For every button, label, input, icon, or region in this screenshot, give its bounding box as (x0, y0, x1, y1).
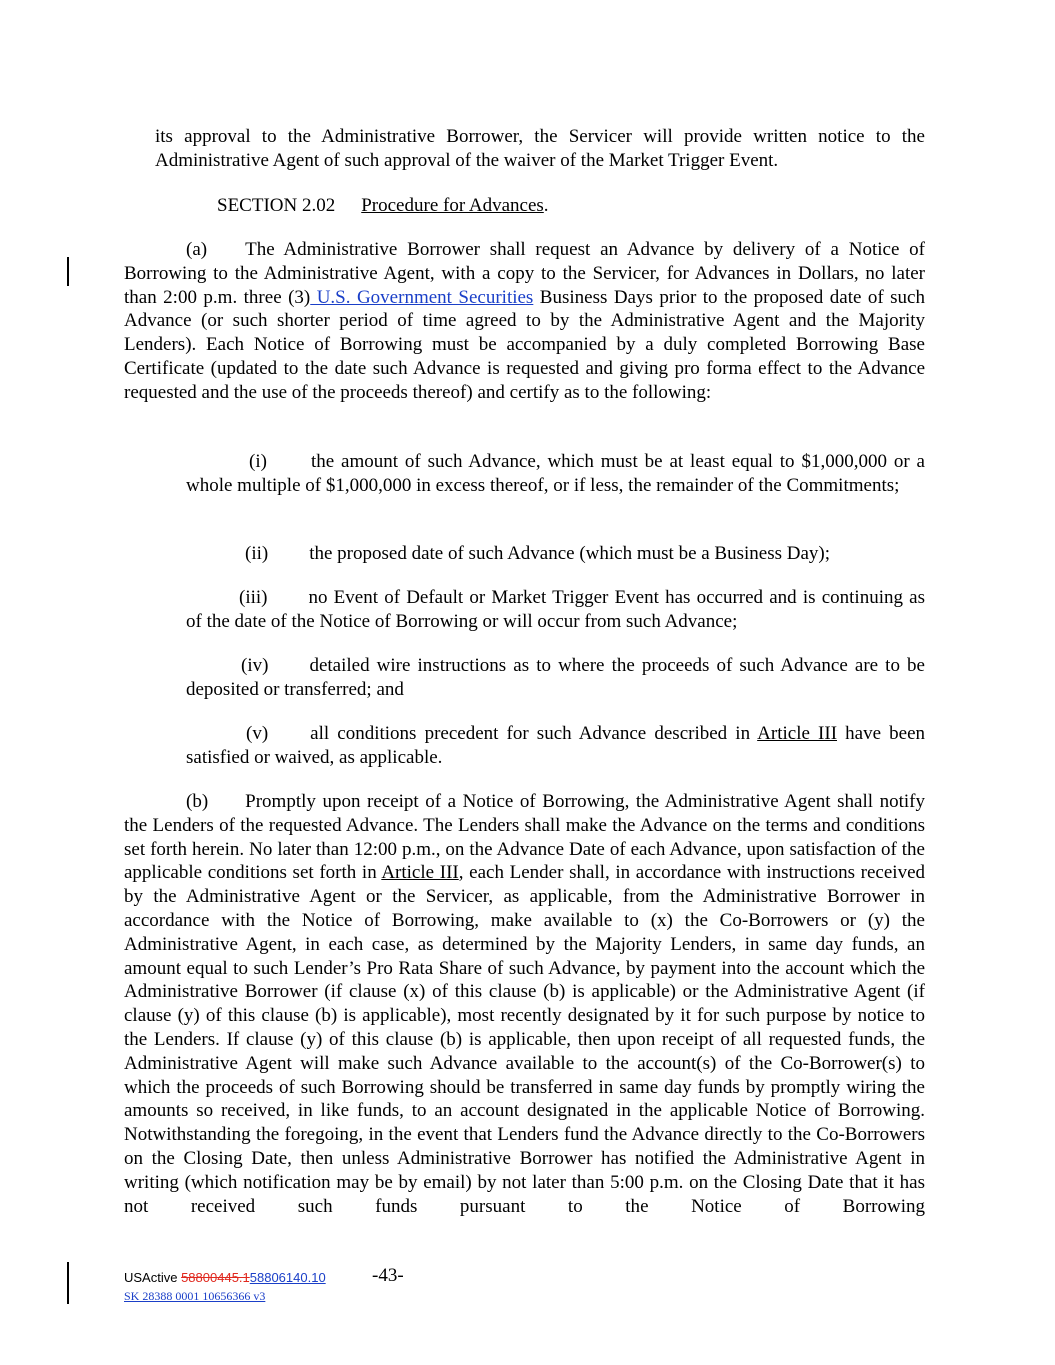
us-government-securities-link[interactable]: U.S. Government Securities (310, 286, 534, 308)
footer-deleted-id: 58800445.1 (181, 1270, 250, 1285)
article-iii-ref: Article III (757, 723, 838, 744)
paragraph-b-text-1: Promptly upon receipt of a Notice of Borrowing, the Administrative Agent shall notify the Lenders of the requested Advance. The Lenders shall make the Advance on the terms and conditions set forth herein. No later than 12:00 p.m., on the Advance Date of each Advance, upon satisfaction of the applicable conditions set forth in (124, 791, 925, 884)
item-iii (186, 586, 925, 634)
item-i (186, 450, 925, 498)
paragraph-b-label: (b) (186, 791, 209, 812)
paragraph-b-text-2: , each Lender shall, in accordance with instructions received by the Administrative Agent or the Servicer, as applicable, from the Administrative Borrower in accordance with the Notice of Borrowing, make available to (x) the Co-Borrowers or (y) the Administrative Agent, in each case, as determined by the Majority Lenders, in same day funds, an amount equal to such Lender’s Pro Rata Share of such Advance, by payment into the account which the Administrative Borrower (if clause (x) of this clause (b) is applicable) or the Administrative Agent (if clause (y) of this clause (b) is applicable), most recently designated by it for such purpose by notice to the Lenders. If clause (y) of this clause (b) is applicable, then upon receipt of all requested funds, the Administrative Agent will make such Advance available to the account(s) of the Co-Borrower(s) to which the proceeds of such Borrowing should be transferred in same day funds by promptly wiring the amounts so received, in like funds, to an account designated in the applicable Notice of Borrowing. Notwithstanding the foregoing, in the event that Lenders fund the Advance directly to the Co-Borrowers on the Closing Date, then unless Administrative Borrower has notified the Administrative Agent in writing (which notification may be by email) by not later than 5:00 p.m. on the Closing Date that it has not received such funds pursuant to the Notice of Borrowing (124, 862, 926, 1217)
paragraph-b (124, 790, 925, 1218)
footer-doc-prefix: USActive (124, 1270, 182, 1285)
item-i-label: (i) (249, 451, 267, 472)
item-ii (186, 542, 925, 566)
item-ii-label: (ii) (245, 543, 269, 564)
item-i-text: the amount of such Advance, which must be at least equal to $1,000,000 or a whole multiple of $1,000,000 in excess thereof, or if less, the remainder of the Commitments; (186, 451, 925, 496)
item-v (186, 722, 925, 770)
item-ii-text: the proposed date of such Advance (which must be a Business Day); (309, 543, 831, 564)
footer-sk-reference[interactable]: SK 28388 0001 10656366 v3 (124, 1289, 266, 1303)
section-heading (217, 194, 917, 218)
item-iii-label: (iii) (239, 587, 268, 608)
section-title: Procedure for Advances (361, 195, 544, 216)
item-iv (186, 654, 925, 702)
intro-paragraph (155, 125, 925, 173)
section-number: SECTION 2.02 (217, 195, 336, 216)
footer-inserted-id: 58806140.10 (249, 1270, 326, 1285)
page-number: -43- (372, 1265, 404, 1286)
item-v-text-1: all conditions precedent for such Advance described in (310, 723, 758, 744)
article-iii-ref-b: Article III (381, 862, 459, 884)
item-v-label: (v) (246, 723, 269, 744)
item-iii-text: no Event of Default or Market Trigger Event has occurred and is continuing as of the date of the Notice of Borrowing or will occur from such Advance; (186, 587, 925, 632)
paragraph-a-text-2: Business Days prior to the proposed date of such Advance (or such shorter period of time agreed to by the Administrative Agent and the Majority Lenders). Each Notice of Borrowing must be accompanied by a duly completed Borrowing Base Certificate (updated to the date such Advance is requested and giving pro forma effect to the Advance requested and the use of the proceeds thereof) and certify as to the following: (124, 286, 925, 403)
footer-doc-id (124, 1270, 326, 1285)
item-iv-label: (iv) (241, 655, 269, 676)
paragraph-a-label: (a) (186, 239, 208, 260)
section-period: . (543, 195, 549, 216)
footer-change-bar (67, 1262, 69, 1304)
intro-text: its approval to the Administrative Borrower, the Servicer will provide written notice to the Administrative Agent of such approval of the waiver of the Market Trigger Event. (155, 126, 925, 171)
change-bar (67, 257, 69, 286)
item-iv-text: detailed wire instructions as to where the proceeds of such Advance are to be deposited or transferred; and (186, 655, 925, 700)
paragraph-a (124, 238, 925, 405)
paragraph-a-text-1: The Administrative Borrower shall request an Advance by delivery of a Notice of Borrowing to the Administrative Agent, with a copy to the Servicer, for Advances in Dollars, no later than 2:00 p.m. three (3) (124, 239, 925, 308)
item-v-text-2: have been satisfied or waived, as applicable. (186, 723, 926, 768)
